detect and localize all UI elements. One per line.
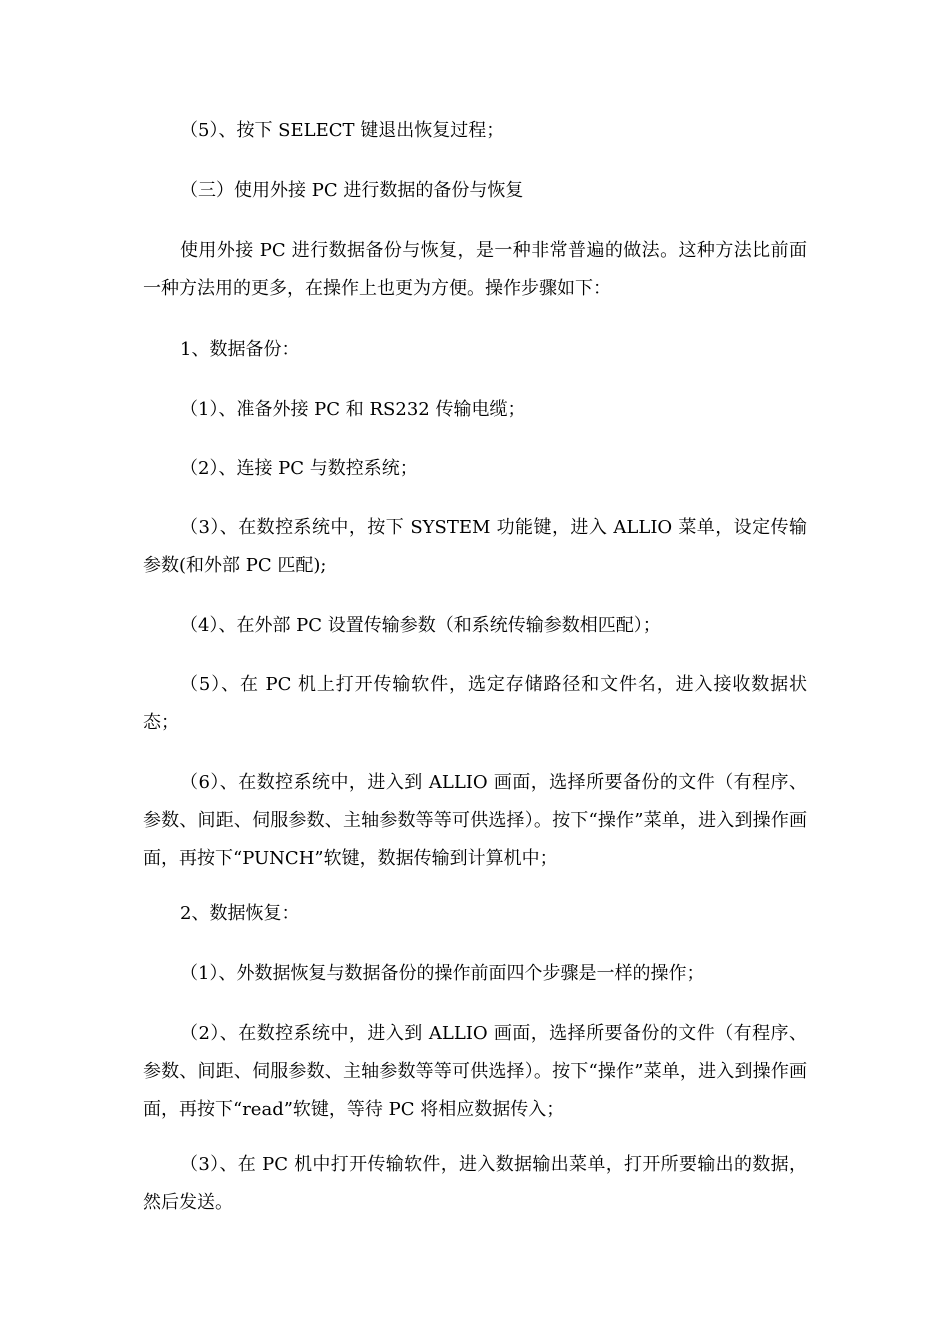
- subheading-data-backup: 1、数据备份：: [180, 339, 300, 360]
- backup-step-4: （4）、在外部 PC 设置传输参数（和系统传输参数相匹配）；: [180, 615, 661, 636]
- intro-paragraph: 使用外接 PC 进行数据备份与恢复，是一种非常普遍的做法。这种方法比前面一种方法用的更多，在操作上也更为方便。操作步骤如下：: [143, 240, 807, 299]
- backup-step-1: （1）、准备外接 PC 和 RS232 传输电缆；: [180, 399, 526, 420]
- backup-step-2: （2）、连接 PC 与数控系统；: [180, 458, 418, 479]
- step-5-exit-restore: （5）、按下 SELECT 键退出恢复过程；: [180, 120, 505, 141]
- backup-step-3: （3）、在数控系统中，按下 SYSTEM 功能键，进入 ALLIO 菜单，设定传输参数(和外部 PC 匹配);: [143, 517, 807, 576]
- section-heading-pc-backup: （三）使用外接 PC 进行数据的备份与恢复: [180, 180, 524, 201]
- restore-step-3: （3）、在 PC 机中打开传输软件，进入数据输出菜单，打开所要输出的数据，然后发送。: [143, 1154, 807, 1213]
- restore-step-1: （1）、外数据恢复与数据备份的操作前面四个步骤是一样的操作；: [180, 963, 705, 984]
- backup-step-6: （6）、在数控系统中，进入到 ALLIO 画面，选择所要备份的文件（有程序、参数、间距、伺服参数、主轴参数等等可供选择）。按下“操作”菜单，进入到操作画面，再按下“PUNCH”软键，数据传输到计算机中；: [143, 772, 807, 869]
- subheading-data-restore: 2、数据恢复：: [180, 903, 300, 924]
- restore-step-2: （2）、在数控系统中，进入到 ALLIO 画面，选择所要备份的文件（有程序、参数、间距、伺服参数、主轴参数等等可供选择）。按下“操作”菜单，进入到操作画面，再按下“read”软键，等待 PC 将相应数据传入；: [143, 1023, 807, 1120]
- backup-step-5: （5）、在 PC 机上打开传输软件，选定存储路径和文件名，进入接收数据状态；: [143, 674, 807, 733]
